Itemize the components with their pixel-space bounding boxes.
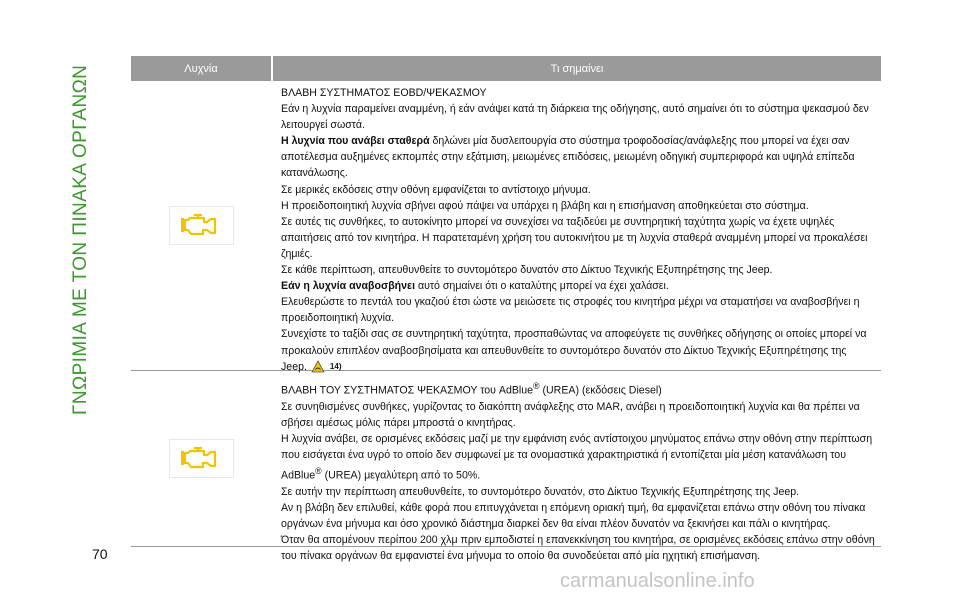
description-line: Σε κάθε περίπτωση, απευθυνθείτε το συντομότερο δυνατόν στο Δίκτυο Τεχνικής Εξυπηρέτησης της Jeep. [281, 264, 773, 277]
warning-light-table [131, 56, 881, 562]
description-line: Συνεχίστε το ταξίδι σας σε συντηρητική ταχύτητα, προσπαθώντας να αποφεύγετε τις συνθήκες οδήγησης οι οποίες μπορεί να προκαλούν επιπλέον αναβοσβησίματα και απευθυνθείτε το συντομότερο δυνατόν στο Δίκτυο Τεχνικής Εξυπηρέτησης της Jeep. 14) [281, 326, 875, 377]
table-header [131, 56, 881, 81]
description-line: Όταν θα απομένουν περίπου 200 χλμ πριν εμποδιστεί η επανεκκίνηση του κινητήρα, σε ορισμένες εκδόσεις επάνω στην οθόνη του πίνακα οργάνων θα εμφανιστεί ένα μήνυμα το οποίο θα συνοδεύεται από μία ηχητική επισήμανση. [281, 533, 875, 562]
description-line: Η προειδοποιητική λυχνία σβήνει αφού πάψει να υπάρχει η βλάβη και η επισήμανση αποθηκεύεται στο σύστημα. [281, 199, 809, 212]
description-line: Αν η βλάβη δεν επιλυθεί, κάθε φορά που επιτυγχάνεται η επόμενη οριακή τιμή, θα εμφανίζεται επάνω στην οθόνη του πίνακα οργάνων ένα μήνυμα και όσο χρονικό διάστημα διαρκεί δεν θα είναι πλέον δυνατόν να ξεκινήσει και πάλι ο κινητήρας. [281, 501, 866, 530]
description-line: ΒΛΑΒΗ ΤΟΥ ΣΥΣΤΗΜΑΤΟΣ ΨΕΚΑΣΜΟΥ του AdBlue® (UREA) (εκδόσεις Diesel) [281, 381, 662, 397]
description-line: Η λυχνία που ανάβει σταθερά δηλώνει μία δυσλειτουργία στο σύστημα τροφοδοσίας/ανάφλεξης που μπορεί να έχει σαν αποτέλεσμα αυξημένες εκπομπές στην εξάτμιση, μειωμένες επιδόσεις, μειωμένη οδηγική συμπεριφορά και υψηλά επίπεδα κατανάλωσης. [281, 135, 855, 180]
table-row-eobd [131, 81, 881, 371]
description-line: Σε αυτήν την περίπτωση απευθυνθείτε, το συντομότερο δυνατόν, στο Δίκτυο Τεχνικής Εξυπηρέτησης της Jeep. [281, 485, 800, 498]
table-row-adblue [131, 371, 881, 562]
description-line: Σε συνηθισμένες συνθήκες, γυρίζοντας το διακόπτη ανάφλεξης στο MAR, ανάβει η προειδοποιητική λυχνία και θα πρέπει να σβήσει αμέσως μόλις πάρει μπροστά ο κινητήρας. [281, 400, 860, 429]
description-line: Εάν η λυχνία αναβοσβήνει αυτό σημαίνει ότι ο καταλύτης μπορεί να έχει χαλάσει. [281, 280, 669, 293]
description-line: Η λυχνία ανάβει, σε ορισμένες εκδόσεις μαζί με την εμφάνιση ενός αντίστοιχου μηνύματος επάνω στην οθόνη στην περίπτωση που εισάγεται ένα υγρό το οποίο δεν συμφωνεί με τα ονομαστικά χαρακτηριστικά ή εντοπίζεται μία μέση κατανάλωση του AdBlue® (UREA) μεγαλύτερη από το 50%. [281, 432, 873, 482]
icon-tile [169, 439, 234, 478]
engine-check-icon [181, 446, 221, 472]
header-meaning: Τι σημαίνει [550, 62, 604, 75]
section-title: ΓΝΩΡΙΜΙΑ ΜΕ ΤΟΝ ΠΙΝΑΚΑ ΟΡΓΑΝΩΝ [70, 64, 91, 416]
engine-check-icon [181, 213, 221, 239]
page-number: 70 [92, 546, 108, 562]
icon-tile [169, 206, 234, 245]
description-line: Εάν η λυχνία παραμείνει αναμμένη, ή εάν ανάψει κατά τη διάρκεια της οδήγησης, αυτό σημαίνει ότι το σύστημα ψεκασμού δεν λειτουργεί σωστά. [281, 103, 869, 132]
watermark: carmanualsonline.info [560, 570, 755, 592]
header-light: Λυχνία [131, 56, 273, 81]
description-line: Σε αυτές τις συνθήκες, το αυτοκίνητο μπορεί να συνεχίσει να ταξιδεύει με συντηρητική ταχύτητα χωρίς να έχετε υψηλές απαιτήσεις από τον κινητήρα. Η παρατεταμένη χρήση του αυτοκινήτου με τη λυχνία σταθερά αναμμένη μπορεί να προκαλέσει ζημιές. [281, 215, 868, 260]
reference-number: 14) [329, 361, 342, 371]
description-line: ΒΛΑΒΗ ΣΥΣΤΗΜΑΤΟΣ EOBD/ΨΕΚΑΣΜΟΥ [281, 87, 487, 99]
description-line: Σε μερικές εκδόσεις στην οθόνη εμφανίζεται το αντίστοιχο μήνυμα. [281, 183, 591, 196]
description-line: Ελευθερώστε το πεντάλ του γκαζιού έτσι ώστε να μειώσετε τις στροφές του κινητήρα μέχρι να σταματήσει να αναβοσβήνει η προειδοποιητική λυχνία. [281, 296, 860, 325]
